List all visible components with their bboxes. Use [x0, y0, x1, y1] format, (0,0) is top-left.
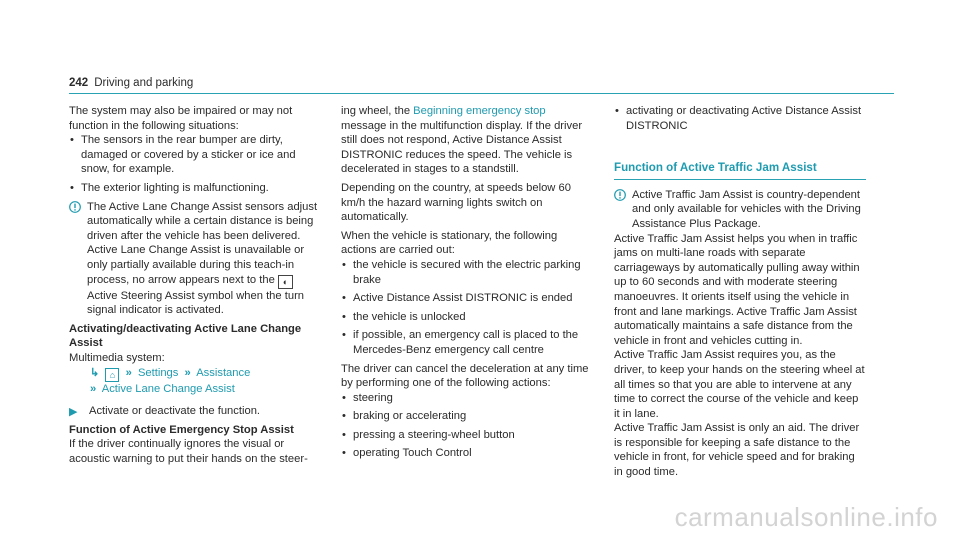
action-text: Activate or deactivate the function. [89, 405, 261, 418]
chevron-icon: » [90, 382, 97, 395]
info-note-icon [614, 189, 626, 201]
column-2 [341, 104, 593, 465]
enter-arrow-icon: ↳ [90, 366, 100, 379]
page-header [69, 76, 193, 91]
menu-settings-link[interactable]: Settings [137, 366, 179, 379]
chapter-title: Driving and parking [94, 77, 194, 89]
note-block [69, 200, 321, 318]
emergency-text: If the driver continually ignores the visual or acoustic warning to put their hands on the steer- [69, 438, 308, 465]
home-icon[interactable]: ⌂ [105, 368, 119, 382]
action-arrow-icon: ▶ [69, 406, 78, 419]
paragraph [341, 104, 593, 177]
list-item: • operating Touch Control [341, 446, 593, 461]
chevron-icon: » [125, 366, 132, 379]
paragraph-text: message in the multifunction display. If the driver still does not respond, Active Distance Assist DISTRONIC reduces the speed. The vehicle is decelerated in stages to a standstill. [341, 119, 583, 176]
page-number: 242 [69, 77, 89, 89]
multimedia-label: Multimedia system: [69, 351, 165, 364]
list-item: • if possible, an emergency call is placed to the Mercedes-Benz emergency call centre [341, 328, 593, 357]
note-text: The Active Lane Change Assist sensors adjust automatically while a certain distance is being driven after the vehicle has been delivered. Active Lane Change Assist is unavailable or only partially available during this teach-in process, no arrow appears next to the [87, 200, 318, 286]
list-item: • activating or deactivating Active Distance Assist DISTRONIC [614, 104, 866, 133]
menu-path [69, 366, 321, 397]
list-item: • steering [341, 391, 593, 406]
cancel-actions-list [341, 391, 593, 461]
list-item: • Active Distance Assist DISTRONIC is ended [341, 291, 593, 306]
column-3 [614, 104, 866, 480]
list-item: • braking or accelerating [341, 409, 593, 424]
emergency-heading: Function of Active Emergency Stop Assist [69, 423, 294, 436]
list-item: • The exterior lighting is malfunctioning. [69, 181, 321, 196]
header-rule [69, 93, 894, 94]
paragraph: The driver can cancel the deceleration at any time by performing one of the following actions: [341, 362, 589, 390]
note-text: Active Traffic Jam Assist is country-dependent and only available for vehicles with the Driving Assistance Plus Package. [632, 188, 861, 230]
info-note-icon [69, 201, 81, 213]
paragraph: When the vehicle is stationary, the following actions are carried out: [341, 229, 558, 257]
menu-lane-change-link[interactable]: Active Lane Change Assist [101, 382, 235, 395]
actions-list [341, 258, 593, 358]
paragraph: Depending on the country, at speeds below 60 km/h the hazard warning lights switch on automatically. [341, 181, 571, 224]
emergency-stop-link[interactable]: Beginning emergency stop [413, 105, 546, 117]
column-1 [69, 104, 321, 466]
action-step [69, 404, 321, 419]
note-text-end: Active Steering Assist symbol when the turn signal indicator is activated. [87, 289, 305, 317]
watermark: carmanualsonline.info [674, 502, 938, 533]
list-item: • The sensors in the rear bumper are dirty, damaged or covered by a sticker or ice and snow, for example. [69, 133, 321, 177]
intro-text: The system may also be impaired or may not function in the following situations: [69, 105, 293, 132]
situation-list [69, 133, 321, 195]
menu-assistance-link[interactable]: Assistance [196, 366, 251, 379]
paragraph: Active Traffic Jam Assist helps you when in traffic jams on multi-lane roads with separate carriageways by automatically pulling away within up to 60 seconds and with moderate steering manoeuvres. It orients itself using the vehicle in front and lane markings. Active Traffic Jam Assist automatically maintains a safe distance from the vehicle in front and vehicles cutting in. [614, 232, 860, 347]
paragraph: Active Traffic Jam Assist is only an aid. The driver is responsible for keeping a safe distance to the vehicle in front, for vehicle speed and for braking in good time. [614, 422, 860, 479]
section-title: Function of Active Traffic Jam Assist [614, 161, 866, 180]
activating-heading: Activating/deactivating Active Lane Change Assist [69, 322, 302, 350]
list-item: • pressing a steering-wheel button [341, 428, 593, 443]
note-block [614, 188, 866, 232]
continued-list [614, 104, 866, 133]
steering-assist-icon: ◐ [278, 275, 293, 289]
list-item: • the vehicle is unlocked [341, 310, 593, 325]
paragraph: Active Traffic Jam Assist requires you, as the driver, to keep your hands on the steering wheel at all times so that you are able to intervene at any time to correct the course of the vehicle and keep it in lane. [614, 349, 865, 420]
paragraph-text: ing wheel, the [341, 105, 411, 117]
list-item: • the vehicle is secured with the electric parking brake [341, 258, 593, 287]
chevron-icon: » [184, 366, 191, 379]
